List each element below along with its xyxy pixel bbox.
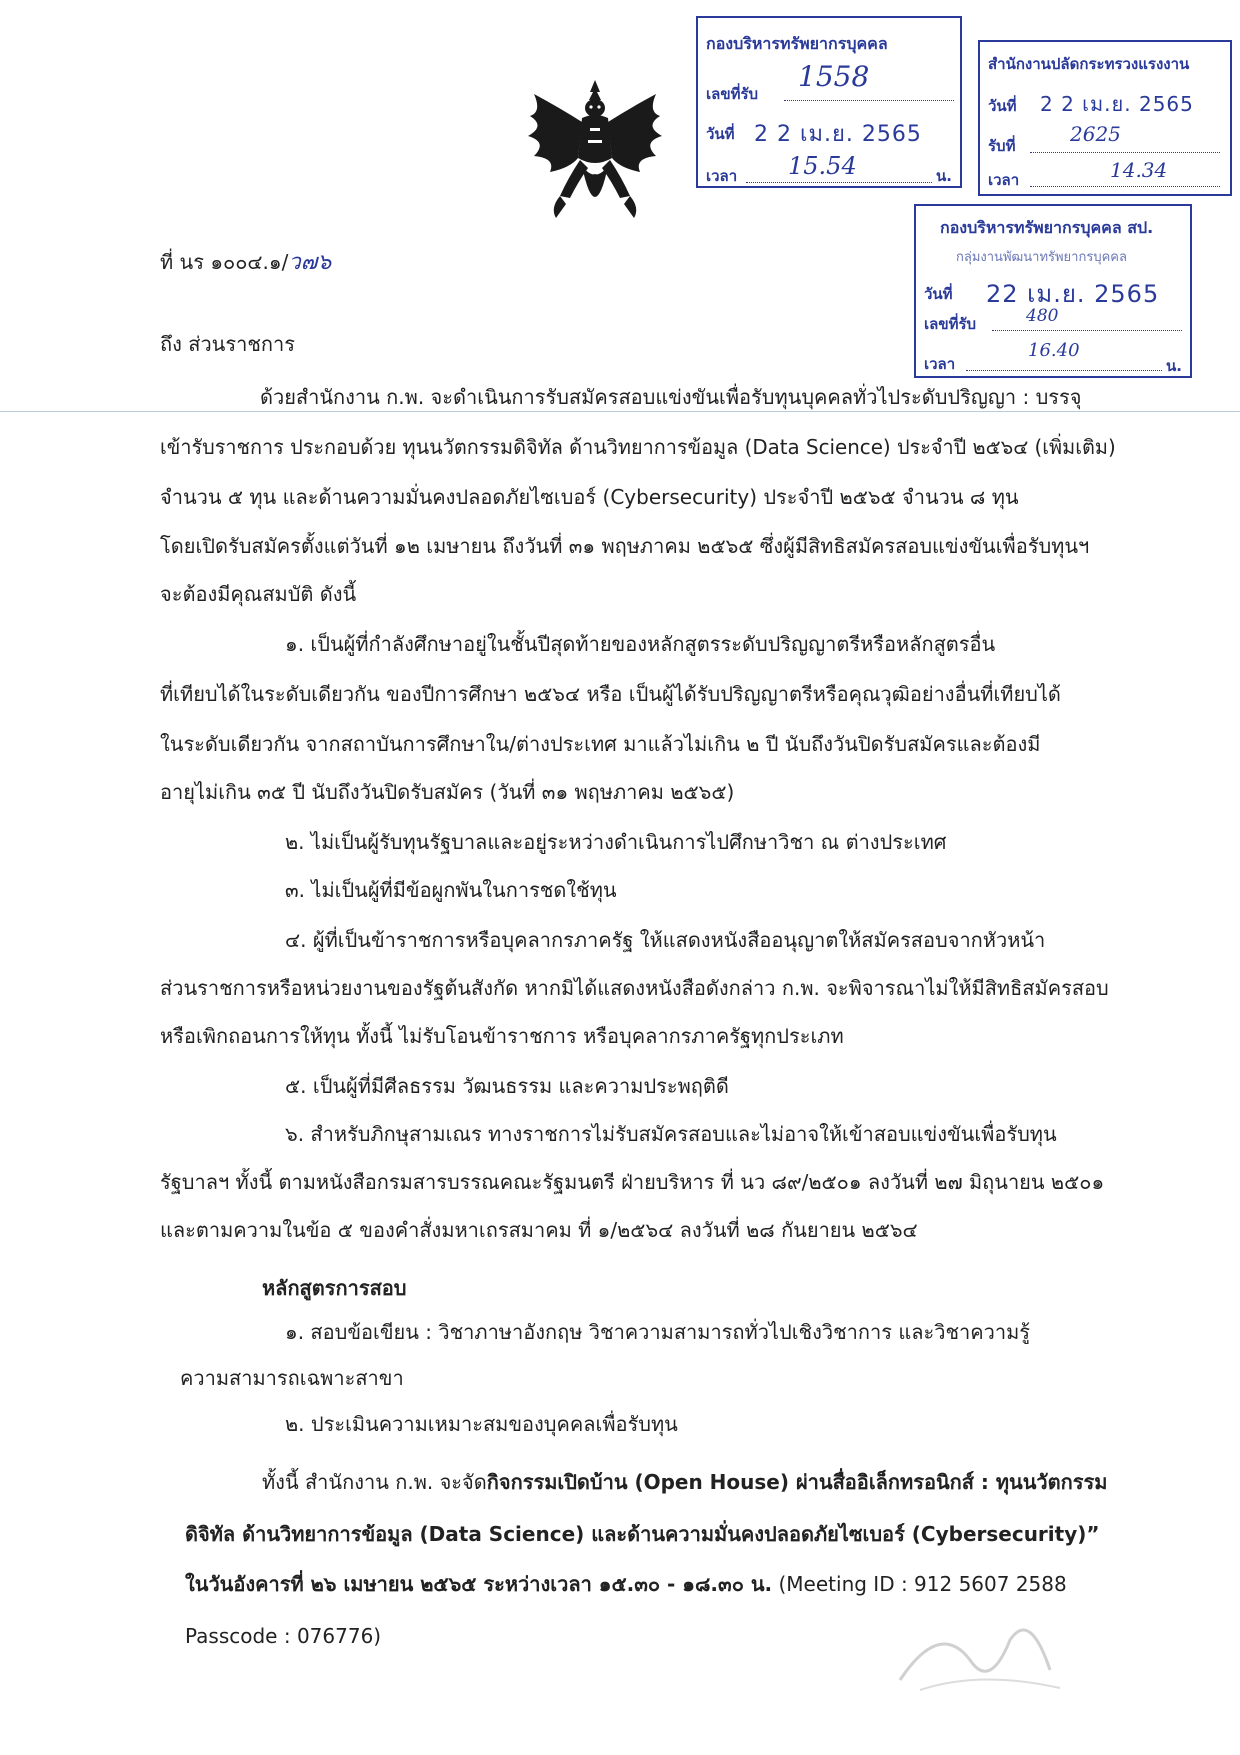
paragraph-intro-line: เข้ารับราชการ ประกอบด้วย ทุนนวัตกรรมดิจิทัล ด้านวิทยาการข้อมูล (Data Science) ประจำปี ๒๕๖๔ (เพิ่มเติม) bbox=[160, 435, 1116, 459]
exam-heading: หลักสูตรการสอบ bbox=[262, 1276, 407, 1300]
paragraph-intro-line: ด้วยสำนักงาน ก.พ. จะดำเนินการรับสมัครสอบแข่งขันเพื่อรับทุนบุคคลทั่วไประดับปริญญา : บรรจุ bbox=[260, 385, 1082, 409]
qualification-4-line: ส่วนราชการหรือหน่วยงานของรัฐต้นสังกัด หากมิได้แสดงหนังสือดังกล่าว ก.พ. จะพิจารณาไม่ให้มีสิทธิสมัครสอบ bbox=[160, 976, 1109, 1000]
garuda-emblem-icon bbox=[520, 78, 670, 238]
stamp-time: 14.34 bbox=[1110, 158, 1168, 182]
stamp-title: สำนักงานปลัดกระทรวงแรงงาน bbox=[988, 55, 1190, 73]
meeting-id: (Meeting ID : 912 5607 2588 bbox=[772, 1572, 1067, 1596]
stamp-hr-group bbox=[914, 204, 1192, 378]
stamp-recv-no: 480 bbox=[1026, 306, 1059, 326]
scan-fold-line bbox=[0, 411, 1240, 412]
qualification-3: ๓. ไม่เป็นผู้ที่มีข้อผูกพันในการชดใช้ทุน bbox=[285, 878, 617, 902]
open-house-line-2: ดิจิทัล ด้านวิทยาการข้อมูล (Data Science) และด้านความมั่นคงปลอดภัยไซเบอร์ (Cybersecurity)” bbox=[185, 1522, 1100, 1546]
qualification-1-line: อายุไม่เกิน ๓๕ ปี นับถึงวันปิดรับสมัคร (วันที่ ๓๑ พฤษภาคม ๒๕๖๕) bbox=[160, 780, 735, 804]
stamp-time-suffix: น. bbox=[1166, 357, 1182, 375]
exam-item-2: ๒. ประเมินความเหมาะสมของบุคคลเพื่อรับทุน bbox=[285, 1412, 678, 1436]
stamp-recv-label: รับที่ bbox=[988, 137, 1016, 155]
stamp-title: กองบริหารทรัพยากรบุคคล bbox=[706, 34, 888, 53]
qualification-1-line: ๑. เป็นผู้ที่กำลังศึกษาอยู่ในชั้นปีสุดท้ายของหลักสูตรระดับปริญญาตรีหรือหลักสูตรอื่น bbox=[285, 632, 996, 656]
qualification-4-line: หรือเพิกถอนการให้ทุน ทั้งนี้ ไม่รับโอนข้าราชการ หรือบุคลากรภาครัฐทุกประเภท bbox=[160, 1024, 844, 1048]
qualification-6-line: รัฐบาลฯ ทั้งนี้ ตามหนังสือกรมสารบรรณคณะรัฐมนตรี ฝ่ายบริหาร ที่ นว ๘๙/๒๕๐๑ ลงวันที่ ๒๗ มิถุนายน ๒๕๐๑ bbox=[160, 1170, 1105, 1194]
stamp-recv-no: 1558 bbox=[798, 60, 870, 93]
qualification-6-line: ๖. สำหรับภิกษุสามเณร ทางราชการไม่รับสมัครสอบและไม่อาจให้เข้าสอบแข่งขันเพื่อรับทุน bbox=[285, 1122, 1057, 1146]
passcode: Passcode : 076776) bbox=[185, 1624, 382, 1648]
stamp-subtitle: กลุ่มงานพัฒนาทรัพยากรบุคคล bbox=[956, 250, 1127, 265]
stamp-title: กองบริหารทรัพยากรบุคคล สป. bbox=[940, 218, 1154, 237]
stamp-recv-no-label: เลขที่รับ bbox=[706, 85, 759, 103]
open-house-title: กิจกรรมเปิดบ้าน (Open House) ผ่านสื่ออิเล็กทรอนิกส์ : ทุนนวัตกรรม bbox=[486, 1470, 1108, 1494]
exam-item-1-line: ความสามารถเฉพาะสาขา bbox=[180, 1366, 404, 1390]
open-house-line-3 bbox=[185, 1570, 1067, 1598]
reference-number bbox=[160, 248, 331, 277]
open-house-line-1 bbox=[262, 1468, 1107, 1496]
open-house-intro: ทั้งนี้ สำนักงาน ก.พ. จะจัด bbox=[262, 1470, 487, 1494]
stamp-time-label: เวลา bbox=[706, 167, 738, 185]
stamp-permanent-secretary bbox=[978, 40, 1232, 196]
stamp-recv-no: 2625 bbox=[1070, 122, 1121, 146]
stamp-date: 22 เม.ย. 2565 bbox=[986, 280, 1160, 308]
qualification-1-line: ในระดับเดียวกัน จากสถาบันการศึกษาใน/ต่างประเทศ มาแล้วไม่เกิน ๒ ปี นับถึงวันปิดรับสมัครและต้องมี bbox=[160, 732, 1041, 756]
qualification-5: ๕. เป็นผู้ที่มีศีลธรรม วัฒนธรรม และความประพฤติดี bbox=[285, 1074, 729, 1098]
paragraph-intro-line: โดยเปิดรับสมัครตั้งแต่วันที่ ๑๒ เมษายน ถึงวันที่ ๓๑ พฤษภาคม ๒๕๖๕ ซึ่งผู้มีสิทธิสมัครสอบแข่งขันเพื่อรับทุนฯ bbox=[160, 534, 1090, 558]
stamp-time: 16.40 bbox=[1028, 340, 1080, 361]
stamp-time-suffix: น. bbox=[936, 167, 952, 185]
stamp-recv-label: เลขที่รับ bbox=[924, 315, 977, 333]
stamp-time-label: เวลา bbox=[988, 171, 1020, 189]
qualification-1-line: ที่เทียบได้ในระดับเดียวกัน ของปีการศึกษา ๒๕๖๔ หรือ เป็นผู้ได้รับปริญญาตรีหรือคุณวุฒิอย่างอื่นที่เทียบได้ bbox=[160, 682, 1061, 706]
stamp-date-label: วันที่ bbox=[924, 285, 953, 303]
stamp-date: 2 2 เม.ย. 2565 bbox=[1040, 92, 1194, 116]
reference-handwritten: ว๗๖ bbox=[288, 250, 332, 275]
stamp-hr-office bbox=[696, 16, 962, 188]
addressee: ถึง ส่วนราชการ bbox=[160, 332, 295, 356]
qualification-6-line: และตามความในข้อ ๕ ของคำสั่งมหาเถรสมาคม ที่ ๑/๒๕๖๔ ลงวันที่ ๒๘ กันยายน ๒๕๖๔ bbox=[160, 1218, 918, 1242]
paragraph-intro-line: จำนวน ๕ ทุน และด้านความมั่นคงปลอดภัยไซเบอร์ (Cybersecurity) ประจำปี ๒๕๖๕ จำนวน ๘ ทุน bbox=[160, 485, 1019, 509]
stamp-date: 2 2 เม.ย. 2565 bbox=[754, 122, 922, 147]
stamp-date-label: วันที่ bbox=[988, 97, 1017, 115]
signature-icon bbox=[880, 1600, 1080, 1710]
qualification-2: ๒. ไม่เป็นผู้รับทุนรัฐบาลและอยู่ระหว่างดำเนินการไปศึกษาวิชา ณ ต่างประเทศ bbox=[285, 830, 947, 854]
stamp-date-label: วันที่ bbox=[706, 125, 735, 143]
reference-prefix: ที่ นร ๑๐๐๔.๑/ bbox=[160, 250, 289, 274]
open-house-datetime: ในวันอังคารที่ ๒๖ เมษายน ๒๕๖๕ ระหว่างเวลา ๑๕.๓๐ - ๑๘.๓๐ น. bbox=[185, 1572, 773, 1596]
qualification-4-line: ๔. ผู้ที่เป็นข้าราชการหรือบุคลากรภาครัฐ ให้แสดงหนังสืออนุญาตให้สมัครสอบจากหัวหน้า bbox=[285, 928, 1046, 952]
stamp-time-label: เวลา bbox=[924, 355, 956, 373]
paragraph-intro-line: จะต้องมีคุณสมบัติ ดังนี้ bbox=[160, 582, 357, 606]
exam-item-1-line: ๑. สอบข้อเขียน : วิชาภาษาอังกฤษ วิชาความสามารถทั่วไปเชิงวิชาการ และวิชาความรู้ bbox=[285, 1320, 1031, 1344]
stamp-time: 15.54 bbox=[788, 152, 857, 180]
